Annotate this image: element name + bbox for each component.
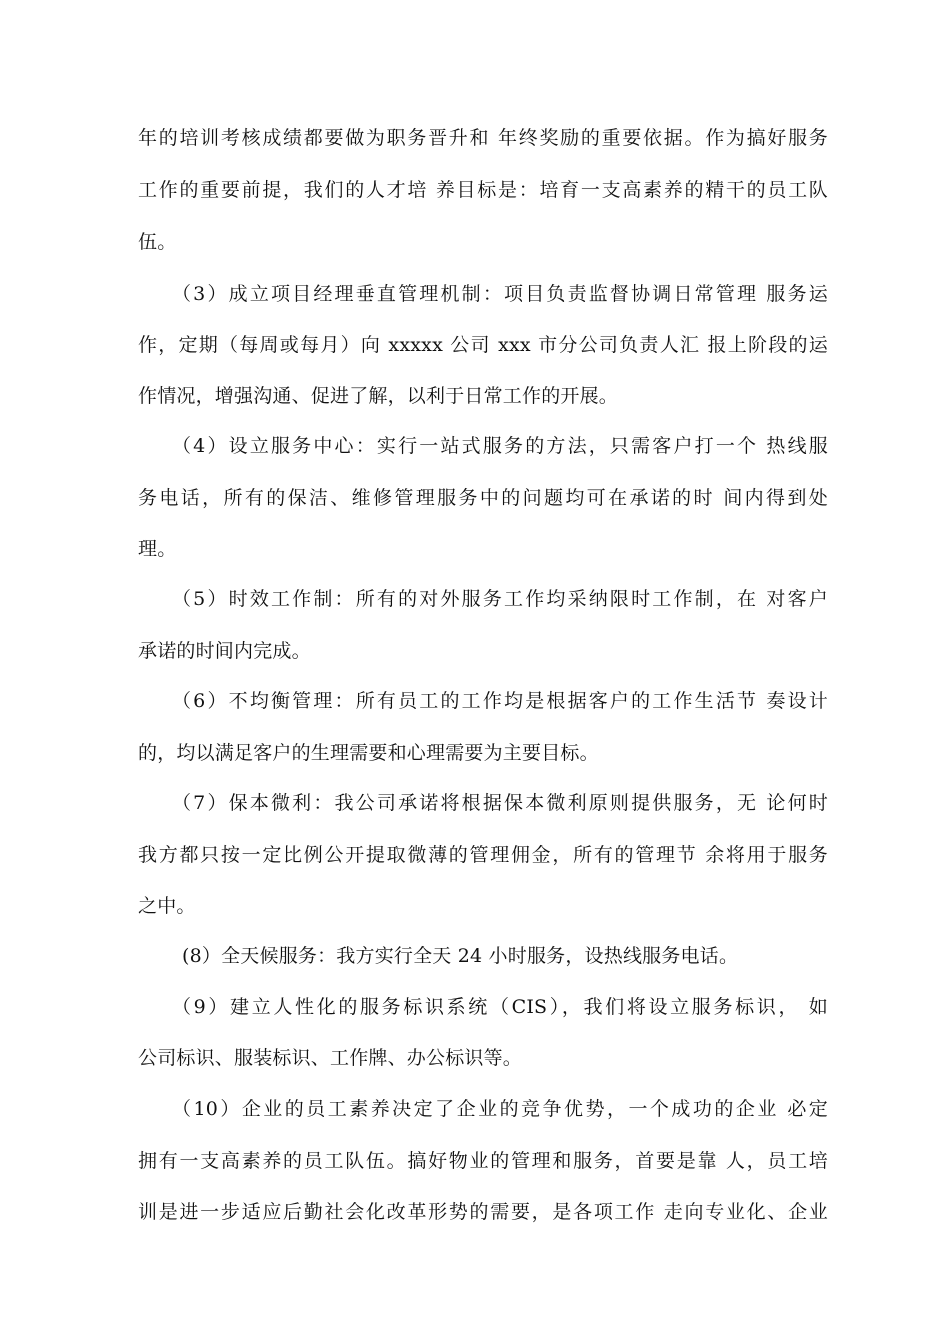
- text-line: 的，均以满足客户的生理需要和心理需要为主要目标。: [138, 742, 599, 764]
- text-line: 作，定期（每周或每月）向 xxxxx 公司 xxx 市分公司负责人汇 报上阶段的运: [138, 334, 828, 356]
- text-line: （9）建立人性化的服务标识系统（CIS），我们将设立服务标识， 如: [172, 996, 828, 1018]
- text-line: 拥有一支高素养的员工队伍。搞好物业的管理和服务，首要是靠 人，员工培: [138, 1150, 828, 1172]
- text-line: （3）成立项目经理垂直管理机制：项目负责监督协调日常管理 服务运: [172, 283, 828, 305]
- text-line: 训是进一步适应后勤社会化改革形势的需要，是各项工作 走向专业化、企业: [138, 1201, 828, 1223]
- text-line: 务电话，所有的保洁、维修管理服务中的问题均可在承诺的时 间内得到处: [138, 487, 828, 509]
- text-line: (8）全天候服务：我方实行全天 24 小时服务，设热线服务电话。: [182, 945, 739, 967]
- text-line: 理。: [138, 538, 177, 560]
- text-line: 工作的重要前提，我们的人才培 养目标是：培育一支高素养的精干的员工队: [138, 179, 828, 201]
- text-line: 作情况，增强沟通、促进了解，以利于日常工作的开展。: [138, 385, 619, 407]
- text-line: （6）不均衡管理：所有员工的工作均是根据客户的工作生活节 奏设计: [172, 690, 828, 712]
- text-line: 承诺的时间内完成。: [138, 640, 311, 662]
- text-line: 公司标识、服装标识、工作牌、办公标识等。: [138, 1047, 523, 1069]
- text-line: （5）时效工作制：所有的对外服务工作均采纳限时工作制，在 对客户: [172, 588, 828, 610]
- text-line: 年的培训考核成绩都要做为职务晋升和 年终奖励的重要依据。作为搞好服务: [138, 127, 828, 149]
- text-line: 伍。: [138, 231, 177, 253]
- text-line: 我方都只按一定比例公开提取微薄的管理佣金，所有的管理节 余将用于服务: [138, 844, 828, 866]
- text-line: 之中。: [138, 895, 196, 917]
- text-line: （4）设立服务中心：实行一站式服务的方法，只需客户打一个 热线服: [172, 435, 828, 457]
- text-line: （10）企业的员工素养决定了企业的竞争优势，一个成功的企业 必定: [172, 1098, 828, 1120]
- text-line: （7）保本微利：我公司承诺将根据保本微利原则提供服务，无 论何时: [172, 792, 828, 814]
